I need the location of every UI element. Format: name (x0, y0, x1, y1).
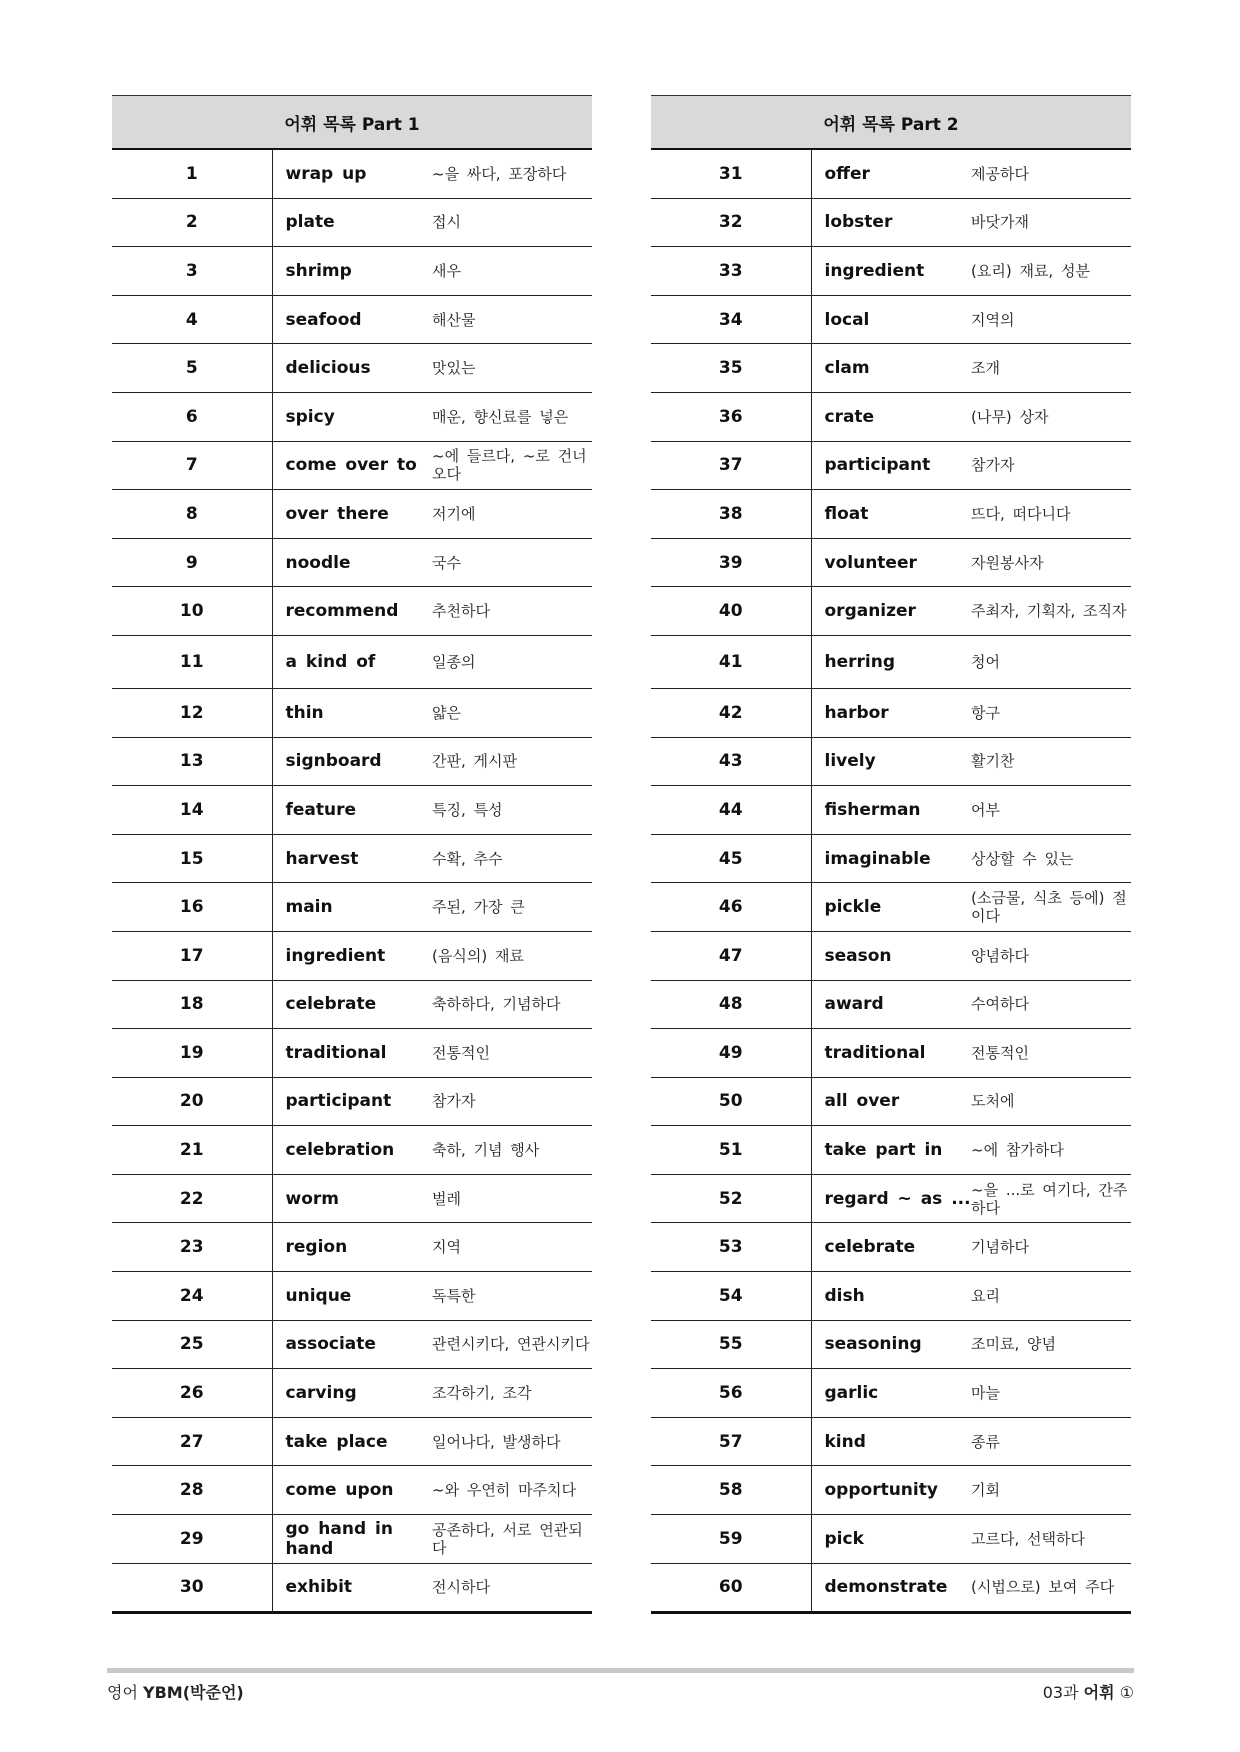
table-row (651, 587, 1131, 636)
vocab-table-part1-container (112, 95, 592, 1614)
table-row (112, 931, 592, 980)
row-number: 10 (112, 587, 272, 636)
vocab-word: over there (272, 490, 432, 539)
table-row (651, 247, 1131, 296)
row-number: 26 (112, 1369, 272, 1418)
table-row (112, 247, 592, 296)
table-row (112, 1417, 592, 1466)
vocab-meaning: 전통적인 (432, 1029, 592, 1078)
vocab-meaning: 양념하다 (971, 931, 1131, 980)
table-row (112, 1563, 592, 1613)
vocab-meaning: 참가자 (432, 1077, 592, 1126)
table-row (651, 980, 1131, 1029)
table-row (112, 344, 592, 393)
vocab-word: plate (272, 198, 432, 247)
row-number: 39 (651, 538, 811, 587)
vocab-meaning: 참가자 (971, 441, 1131, 490)
vocab-meaning: 특징, 특성 (432, 786, 592, 835)
table-row (112, 1320, 592, 1369)
row-number: 52 (651, 1174, 811, 1223)
vocab-word: seasoning (811, 1320, 971, 1369)
vocab-word: traditional (272, 1029, 432, 1078)
row-number: 5 (112, 344, 272, 393)
vocab-word: opportunity (811, 1466, 971, 1515)
table-body (112, 149, 592, 1613)
vocab-word: harbor (811, 688, 971, 737)
vocab-word: float (811, 490, 971, 539)
row-number: 13 (112, 737, 272, 786)
vocab-meaning: 새우 (432, 247, 592, 296)
table-row (651, 538, 1131, 587)
vocab-word: offer (811, 149, 971, 198)
vocab-word: organizer (811, 587, 971, 636)
vocab-meaning: 뜨다, 떠다니다 (971, 490, 1131, 539)
footer-lesson (1043, 1680, 1134, 1703)
row-number: 42 (651, 688, 811, 737)
table-row (651, 490, 1131, 539)
row-number: 36 (651, 392, 811, 441)
row-number: 11 (112, 635, 272, 688)
vocab-word: come over to (272, 441, 432, 490)
vocab-word: regard ~ as ... (811, 1174, 971, 1223)
footer-divider (107, 1668, 1134, 1673)
row-number: 28 (112, 1466, 272, 1515)
vocab-meaning: (나무) 상자 (971, 392, 1131, 441)
row-number: 19 (112, 1029, 272, 1078)
table-row (112, 1126, 592, 1175)
vocab-word: participant (272, 1077, 432, 1126)
vocab-word: recommend (272, 587, 432, 636)
vocab-word: pickle (811, 883, 971, 932)
table-row (112, 441, 592, 490)
row-number: 34 (651, 295, 811, 344)
row-number: 7 (112, 441, 272, 490)
table-row (651, 1563, 1131, 1613)
vocab-meaning: (시법으로) 보여 주다 (971, 1563, 1131, 1613)
vocab-word: celebration (272, 1126, 432, 1175)
table-row (112, 786, 592, 835)
vocab-word: traditional (811, 1029, 971, 1078)
vocab-meaning: 추천하다 (432, 587, 592, 636)
vocab-word: feature (272, 786, 432, 835)
table-row (651, 786, 1131, 835)
vocab-word: lively (811, 737, 971, 786)
table-row (651, 931, 1131, 980)
row-number: 17 (112, 931, 272, 980)
vocab-meaning: 요리 (971, 1272, 1131, 1321)
vocab-word: region (272, 1223, 432, 1272)
table-row (651, 1320, 1131, 1369)
vocab-word: celebrate (811, 1223, 971, 1272)
table-row (112, 490, 592, 539)
vocab-meaning: 조개 (971, 344, 1131, 393)
table-row (651, 1223, 1131, 1272)
row-number: 22 (112, 1174, 272, 1223)
vocab-meaning: 공존하다, 서로 연관되다 (432, 1515, 592, 1564)
vocab-word: ingredient (272, 931, 432, 980)
row-number: 31 (651, 149, 811, 198)
table-row (651, 1126, 1131, 1175)
vocab-word: shrimp (272, 247, 432, 296)
vocab-meaning: 국수 (432, 538, 592, 587)
row-number: 33 (651, 247, 811, 296)
vocab-word: harvest (272, 834, 432, 883)
vocab-word: kind (811, 1417, 971, 1466)
vocab-word: local (811, 295, 971, 344)
vocab-word: exhibit (272, 1563, 432, 1613)
vocab-word: participant (811, 441, 971, 490)
vocab-meaning: 자원봉사자 (971, 538, 1131, 587)
table-body (651, 149, 1131, 1613)
table-row (651, 1272, 1131, 1321)
row-number: 12 (112, 688, 272, 737)
vocab-meaning: ~와 우연히 마주치다 (432, 1466, 592, 1515)
vocab-word: demonstrate (811, 1563, 971, 1613)
row-number: 21 (112, 1126, 272, 1175)
row-number: 58 (651, 1466, 811, 1515)
table-row (112, 149, 592, 198)
table-row (651, 1077, 1131, 1126)
vocab-meaning: 주최자, 기획자, 조직자 (971, 587, 1131, 636)
table-title: 어휘 목록 Part 1 (112, 96, 592, 150)
row-number: 18 (112, 980, 272, 1029)
vocab-word: all over (811, 1077, 971, 1126)
vocab-meaning: 매운, 향신료를 넣은 (432, 392, 592, 441)
vocab-meaning: 축하하다, 기념하다 (432, 980, 592, 1029)
table-row (112, 834, 592, 883)
table-row (112, 688, 592, 737)
vocab-word: volunteer (811, 538, 971, 587)
row-number: 1 (112, 149, 272, 198)
row-number: 30 (112, 1563, 272, 1613)
vocab-word: worm (272, 1174, 432, 1223)
vocab-word: seafood (272, 295, 432, 344)
row-number: 38 (651, 490, 811, 539)
vocab-word: wrap up (272, 149, 432, 198)
vocab-word: imaginable (811, 834, 971, 883)
table-row (112, 198, 592, 247)
row-number: 9 (112, 538, 272, 587)
vocab-meaning: 관련시키다, 연관시키다 (432, 1320, 592, 1369)
vocab-meaning: 수확, 추수 (432, 834, 592, 883)
vocab-meaning: 지역 (432, 1223, 592, 1272)
row-number: 53 (651, 1223, 811, 1272)
vocab-meaning: ~을 ...로 여기다, 간주하다 (971, 1174, 1131, 1223)
row-number: 51 (651, 1126, 811, 1175)
footer-page-marker: ① (1119, 1683, 1134, 1702)
table-row (112, 1174, 592, 1223)
vocab-word: take part in (811, 1126, 971, 1175)
vocab-table-part2-container (651, 95, 1131, 1614)
vocab-meaning: 조각하기, 조각 (432, 1369, 592, 1418)
row-number: 40 (651, 587, 811, 636)
table-row (651, 1369, 1131, 1418)
vocab-meaning: 바닷가재 (971, 198, 1131, 247)
vocab-meaning: 기념하다 (971, 1223, 1131, 1272)
vocab-word: a kind of (272, 635, 432, 688)
vocab-word: signboard (272, 737, 432, 786)
table-row (651, 1417, 1131, 1466)
row-number: 54 (651, 1272, 811, 1321)
table-row (651, 149, 1131, 198)
footer-publisher-name: YBM(박준언) (143, 1683, 244, 1702)
vocab-meaning: 고르다, 선택하다 (971, 1515, 1131, 1564)
vocab-word: thin (272, 688, 432, 737)
vocab-word: pick (811, 1515, 971, 1564)
vocab-meaning: 도처에 (971, 1077, 1131, 1126)
table-row (651, 834, 1131, 883)
table-row (651, 198, 1131, 247)
vocab-word: garlic (811, 1369, 971, 1418)
vocab-word: award (811, 980, 971, 1029)
table-row (651, 737, 1131, 786)
row-number: 41 (651, 635, 811, 688)
table-row (112, 1272, 592, 1321)
vocab-meaning: 지역의 (971, 295, 1131, 344)
vocab-meaning: 조미료, 양념 (971, 1320, 1131, 1369)
table-row (112, 295, 592, 344)
vocab-word: ingredient (811, 247, 971, 296)
vocab-meaning: 항구 (971, 688, 1131, 737)
vocab-word: main (272, 883, 432, 932)
vocab-meaning: 상상할 수 있는 (971, 834, 1131, 883)
row-number: 43 (651, 737, 811, 786)
vocab-word: delicious (272, 344, 432, 393)
table-row (112, 635, 592, 688)
vocab-meaning: 일어나다, 발생하다 (432, 1417, 592, 1466)
row-number: 57 (651, 1417, 811, 1466)
vocab-word: take place (272, 1417, 432, 1466)
vocab-meaning: 마늘 (971, 1369, 1131, 1418)
row-number: 24 (112, 1272, 272, 1321)
vocab-meaning: 간판, 게시판 (432, 737, 592, 786)
vocab-meaning: 축하, 기념 행사 (432, 1126, 592, 1175)
vocab-table-part2 (651, 95, 1131, 1614)
table-row (112, 1223, 592, 1272)
row-number: 48 (651, 980, 811, 1029)
table-row (651, 688, 1131, 737)
table-row (651, 295, 1131, 344)
vocab-meaning: 기회 (971, 1466, 1131, 1515)
footer-publisher (107, 1680, 244, 1703)
vocab-meaning: 종류 (971, 1417, 1131, 1466)
vocab-meaning: (소금물, 식초 등에) 절이다 (971, 883, 1131, 932)
vocab-meaning: 전통적인 (971, 1029, 1131, 1078)
vocab-meaning: 접시 (432, 198, 592, 247)
footer-subject: 영어 (107, 1683, 138, 1702)
table-row (651, 1174, 1131, 1223)
row-number: 44 (651, 786, 811, 835)
vocab-meaning: 청어 (971, 635, 1131, 688)
vocab-word: herring (811, 635, 971, 688)
vocab-word: season (811, 931, 971, 980)
table-row (112, 1077, 592, 1126)
vocab-meaning: 맛있는 (432, 344, 592, 393)
vocab-table-part1 (112, 95, 592, 1614)
vocab-meaning: 얇은 (432, 688, 592, 737)
table-row (651, 344, 1131, 393)
table-row (651, 392, 1131, 441)
row-number: 27 (112, 1417, 272, 1466)
vocab-meaning: 일종의 (432, 635, 592, 688)
row-number: 16 (112, 883, 272, 932)
vocab-meaning: 벌레 (432, 1174, 592, 1223)
table-row (112, 1029, 592, 1078)
vocab-word: dish (811, 1272, 971, 1321)
row-number: 2 (112, 198, 272, 247)
vocab-meaning: 독특한 (432, 1272, 592, 1321)
vocab-meaning: ~을 싸다, 포장하다 (432, 149, 592, 198)
row-number: 3 (112, 247, 272, 296)
row-number: 8 (112, 490, 272, 539)
row-number: 49 (651, 1029, 811, 1078)
footer-lesson-title: 어휘 (1083, 1683, 1115, 1702)
vocab-meaning: (음식의) 재료 (432, 931, 592, 980)
vocab-word: clam (811, 344, 971, 393)
vocab-meaning: (요리) 재료, 성분 (971, 247, 1131, 296)
row-number: 55 (651, 1320, 811, 1369)
vocab-word: come upon (272, 1466, 432, 1515)
row-number: 50 (651, 1077, 811, 1126)
table-row (112, 1466, 592, 1515)
vocab-meaning: 해산물 (432, 295, 592, 344)
vocab-word: unique (272, 1272, 432, 1321)
row-number: 45 (651, 834, 811, 883)
table-row (651, 1515, 1131, 1564)
table-row (112, 980, 592, 1029)
vocab-word: go hand in hand (272, 1515, 432, 1564)
table-row (112, 737, 592, 786)
table-row (651, 441, 1131, 490)
vocab-meaning: 제공하다 (971, 149, 1131, 198)
table-row (112, 1515, 592, 1564)
vocab-meaning: 수여하다 (971, 980, 1131, 1029)
row-number: 35 (651, 344, 811, 393)
row-number: 20 (112, 1077, 272, 1126)
row-number: 59 (651, 1515, 811, 1564)
row-number: 56 (651, 1369, 811, 1418)
row-number: 47 (651, 931, 811, 980)
row-number: 46 (651, 883, 811, 932)
vocab-word: celebrate (272, 980, 432, 1029)
table-row (112, 883, 592, 932)
vocab-word: noodle (272, 538, 432, 587)
vocab-meaning: ~에 참가하다 (971, 1126, 1131, 1175)
table-title: 어휘 목록 Part 2 (651, 96, 1131, 150)
row-number: 29 (112, 1515, 272, 1564)
row-number: 37 (651, 441, 811, 490)
table-row (651, 635, 1131, 688)
vocab-meaning: 활기찬 (971, 737, 1131, 786)
table-row (651, 1466, 1131, 1515)
row-number: 6 (112, 392, 272, 441)
vocab-word: crate (811, 392, 971, 441)
vocab-meaning: 저기에 (432, 490, 592, 539)
table-row (112, 538, 592, 587)
row-number: 32 (651, 198, 811, 247)
table-row (651, 883, 1131, 932)
row-number: 60 (651, 1563, 811, 1613)
row-number: 4 (112, 295, 272, 344)
row-number: 23 (112, 1223, 272, 1272)
vocab-word: associate (272, 1320, 432, 1369)
row-number: 25 (112, 1320, 272, 1369)
row-number: 15 (112, 834, 272, 883)
vocab-meaning: ~에 들르다, ~로 건너오다 (432, 441, 592, 490)
vocab-word: lobster (811, 198, 971, 247)
footer-lesson-number: 03과 (1042, 1683, 1079, 1702)
vocab-meaning: 어부 (971, 786, 1131, 835)
table-row (112, 392, 592, 441)
vocab-word: fisherman (811, 786, 971, 835)
vocab-meaning: 전시하다 (432, 1563, 592, 1613)
table-row (112, 587, 592, 636)
table-row (651, 1029, 1131, 1078)
vocab-meaning: 주된, 가장 큰 (432, 883, 592, 932)
row-number: 14 (112, 786, 272, 835)
table-row (112, 1369, 592, 1418)
vocab-word: spicy (272, 392, 432, 441)
vocab-word: carving (272, 1369, 432, 1418)
